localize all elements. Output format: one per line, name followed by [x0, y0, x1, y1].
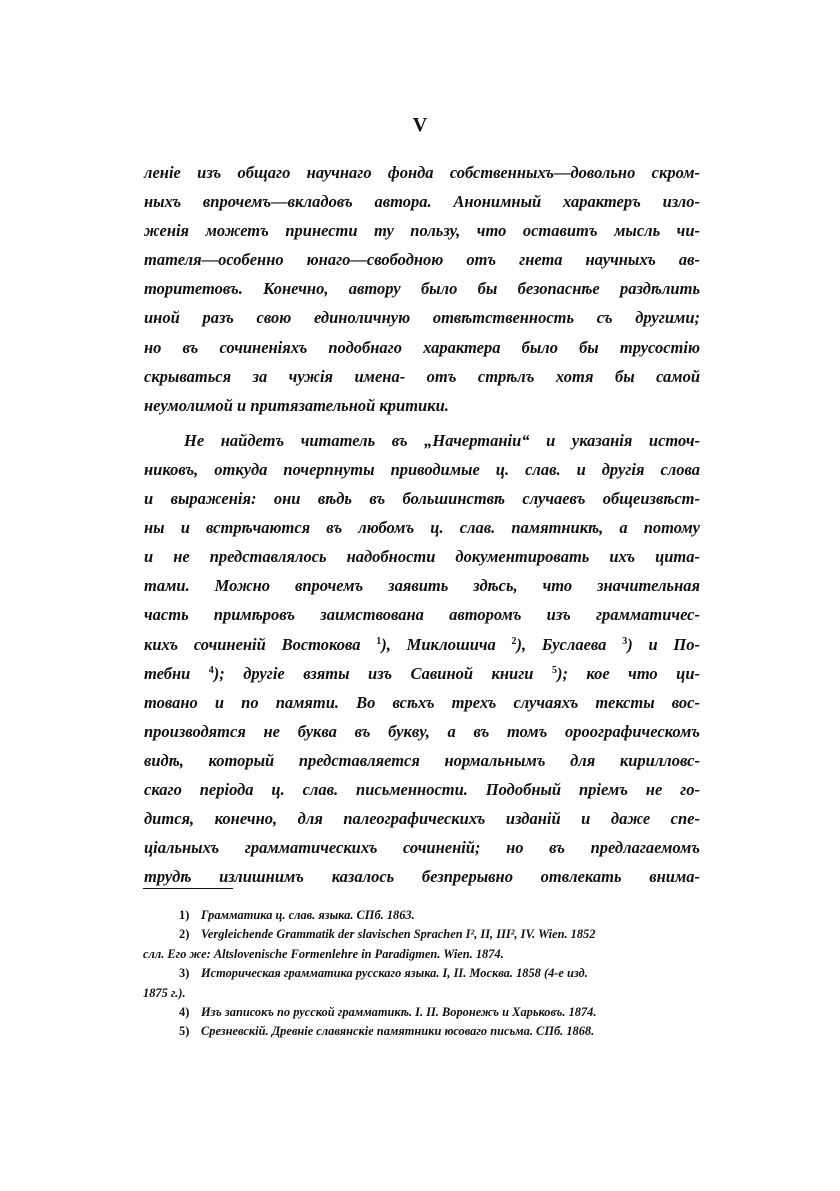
text-line: видѣ, который представляется нормальнымъ для кирилловс-: [144, 750, 700, 770]
main-text: [144, 158, 700, 891]
text-line: никовъ, откуда почерпнуты приводимые ц. слав. и другія слова: [144, 459, 700, 479]
text-line-with-notes: [144, 630, 700, 659]
text-segment: ) и По-: [627, 634, 700, 654]
footnote-mark: 1): [179, 908, 190, 922]
footnote: [143, 1022, 697, 1041]
text-line: товано и по памяти. Во всѣхъ трехъ случаяхъ тексты вос-: [144, 692, 700, 712]
text-line: тами. Можно впрочемъ заявить здѣсь, что значительная: [144, 576, 700, 596]
text-line: ны и встрѣчаются въ любомъ ц. слав. памятникѣ, а потому: [144, 518, 700, 538]
text-line: и не представлялось надобности документировать ихъ цита-: [144, 547, 700, 567]
footnote-text: Срезневскій. Древніе славянскіе памятники юсоваго письма. СПб. 1868.: [201, 1024, 595, 1039]
text-line: трудѣ излишнимъ казалось безпрерывно отвлекать внима-: [144, 867, 700, 887]
footnote-continuation: [143, 945, 697, 964]
text-line: дится, конечно, для палеографическихъ изданій и даже спе-: [144, 809, 700, 829]
text-line: леніе изъ общаго научнаго фонда собственныхъ—довольно скром-: [144, 163, 700, 182]
text-line: часть примѣровъ заимствована авторомъ изъ грамматичес-: [144, 605, 700, 625]
text-segment: ); другіе взяты изъ Савиной книги: [213, 663, 552, 683]
text-line: иной разъ свою единоличную отвѣтственность съ другими;: [144, 308, 700, 328]
page-number: V: [412, 114, 428, 136]
footnote-ref[interactable]: 5: [551, 664, 557, 676]
text-segment: ), Буслаева: [516, 634, 623, 654]
footnote: [143, 964, 697, 983]
text-line: торитетовъ. Конечно, автору было бы безопаснѣе раздѣлить: [144, 279, 700, 299]
text-line-with-notes: [144, 659, 700, 688]
footnote-text: слл. Его же: Altslovenische Formenlehre in Paradigmen. Wien. 1874.: [143, 946, 504, 961]
text-line: ныхъ впрочемъ—вкладовъ автора. Анонимный характеръ изло-: [144, 192, 700, 212]
footnote: [143, 925, 697, 944]
text-line: производятся не буква въ букву, а въ томъ ороографическомъ: [144, 721, 700, 741]
footnote-continuation: [143, 984, 697, 1003]
text-line: Не найдетъ читатель въ „Начертаніи“ и указанія источ-: [184, 430, 700, 450]
text-line: но въ сочиненіяхъ подобнаго характера было бы трусостію: [144, 337, 700, 357]
footnote-ref[interactable]: 4: [208, 664, 214, 676]
footnote-text: Грамматика ц. слав. языка. СПб. 1863.: [201, 908, 415, 922]
footnote-text: Историческая грамматика русскаго языка. I, II. Москва. 1858 (4-е изд.: [201, 966, 588, 981]
text-segment: тебни: [144, 663, 209, 683]
text-line: женія можетъ принести ту пользу, что оставитъ мысль чи-: [144, 221, 700, 241]
text-line: скрываться за чужія имена- отъ стрѣлъ хотя бы самой: [144, 366, 700, 386]
footnote-mark: 4): [179, 1005, 190, 1020]
text-segment: ); кое что ци-: [556, 663, 700, 683]
text-line: ціальныхъ грамматическихъ сочиненій; но въ предлагаемомъ: [144, 838, 700, 858]
footnote-ref[interactable]: 2: [511, 635, 517, 647]
footnote-mark: 5): [179, 1024, 190, 1039]
footnote-ref[interactable]: 3: [622, 635, 628, 647]
footnote-ref[interactable]: 1: [376, 635, 382, 647]
footnotes: [143, 906, 697, 1042]
text-segment: кихъ сочиненій Востокова: [144, 634, 377, 654]
footnote-mark: 3): [179, 966, 190, 981]
text-line: неумолимой и притязательной критики.: [144, 395, 449, 415]
footnote-text: Изъ записокъ по русской грамматикѣ. I. II. Воронежъ и Харьковъ. 1874.: [201, 1005, 597, 1020]
footnote-text: 1875 г.).: [143, 985, 186, 1000]
footnote-divider: [143, 888, 233, 889]
text-line: тателя—особенно юнаго—свободною отъ гнета научныхъ ав-: [144, 250, 700, 270]
footnote-text: Vergleichende Grammatik der slavischen Sprachen I², II, III², IV. Wien. 1852: [201, 927, 596, 942]
text-line: скаго періода ц. слав. письменности. Подобный пріемъ не го-: [144, 779, 700, 799]
footnote: [143, 1003, 697, 1022]
text-line: и выраженія: они вѣдь въ большинствѣ случаевъ общеизвѣст-: [144, 489, 700, 509]
footnote-mark: 2): [179, 927, 190, 942]
text-segment: ), Миклошича: [381, 634, 512, 654]
footnote: [143, 906, 697, 925]
